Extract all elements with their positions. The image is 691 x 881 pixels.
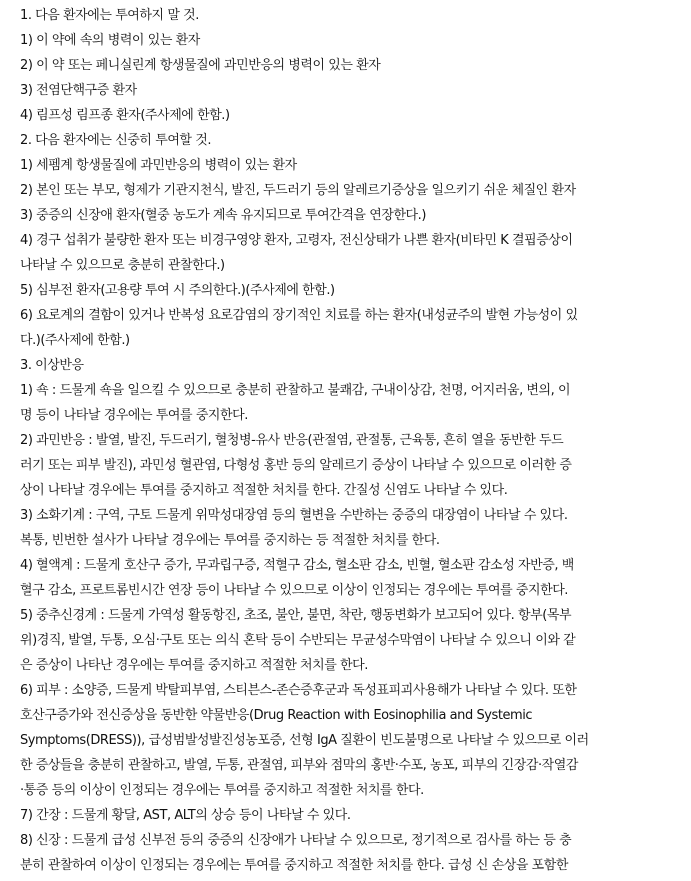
text-line: 호산구증가와 전신증상을 동반한 약물반응(Drug Reaction with Eosinophilia and Systemic	[20, 708, 533, 723]
text-line: 복통, 빈번한 설사가 나타날 경우에는 투여를 중지하는 등 적절한 처치를 한다.	[20, 533, 440, 548]
text-line: 1. 다음 환자에는 투여하지 말 것.	[20, 8, 199, 23]
text-line: Symptoms(DRESS)), 급성범발성발진성농포증, 선형 IgA 질환이 빈도불명으로 나타날 수 있으므로 이러	[20, 733, 589, 748]
text-line: ·통증 등의 이상이 인정되는 경우에는 투여를 중지하고 적절한 처치를 한다.	[20, 783, 424, 798]
text-line: 2) 본인 또는 부모, 형제가 기관지천식, 발진, 두드러기 등의 알레르기증상을 일으키기 쉬운 체질인 환자	[20, 183, 576, 198]
text-line: 위)경직, 발열, 두통, 오심·구토 또는 의식 혼탁 등이 수반되는 무균성수막염이 나타날 수 있으니 이와 같	[20, 633, 576, 648]
text-line: 2. 다음 환자에는 신중히 투여할 것.	[20, 133, 212, 148]
text-line: 7) 간장 : 드물게 황달, AST, ALT의 상승 등이 나타날 수 있다.	[20, 808, 351, 823]
text-line: 5) 심부전 환자(고용량 투여 시 주의한다.)(주사제에 한함.)	[20, 283, 335, 298]
text-line: 6) 피부 : 소양증, 드물게 박탈피부염, 스티븐스-존슨증후군과 독성표피괴사용해가 나타날 수 있다. 또한	[20, 683, 577, 698]
text-line: 2) 과민반응 : 발열, 발진, 두드러기, 혈청병-유사 반응(관절염, 관절통, 근육통, 흔히 열을 동반한 두드	[20, 433, 564, 448]
text-line: 1) 세펨계 항생물질에 과민반응의 병력이 있는 환자	[20, 158, 297, 173]
text-line: 러기 또는 피부 발진), 과민성 혈관염, 다형성 홍반 등의 알레르기 증상이 나타날 수 있으므로 이러한 증	[20, 458, 572, 473]
text-line: 3) 소화기계 : 구역, 구토 드물게 위막성대장염 등의 혈변을 수반하는 중증의 대장염이 나타날 수 있다.	[20, 508, 568, 523]
text-line: 4) 혈액계 : 드물게 호산구 증가, 무과립구증, 적혈구 감소, 혈소판 감소, 빈혈, 혈소판 감소성 자반증, 백	[20, 558, 574, 573]
text-line: 은 증상이 나타난 경우에는 투여를 중지하고 적절한 처치를 한다.	[20, 658, 368, 673]
text-line: 5) 중추신경계 : 드물게 가역성 활동항진, 초조, 불안, 불면, 착란, 행동변화가 보고되어 있다. 항부(목부	[20, 608, 572, 623]
text-line: 3. 이상반응	[20, 358, 84, 373]
text-line: 4) 경구 섭취가 불량한 환자 또는 비경구영양 환자, 고령자, 전신상태가 나쁜 환자(비타민 K 결핍증상이	[20, 233, 573, 248]
text-line: 2) 이 약 또는 페니실린계 항생물질에 과민반응의 병력이 있는 환자	[20, 58, 381, 73]
text-line: 1) 이 약에 속의 병력이 있는 환자	[20, 33, 200, 48]
text-line: 3) 전염단핵구증 환자	[20, 83, 137, 98]
text-line: 혈구 감소, 프로트롬빈시간 연장 등이 나타날 수 있으므로 이상이 인정되는 경우에는 투여를 중지한다.	[20, 583, 568, 598]
text-line: 한 증상들을 충분히 관찰하고, 발열, 두통, 관절염, 피부와 점막의 홍반·수포, 농포, 피부의 긴장감·작열감	[20, 758, 578, 773]
text-line: 1) 쇽 : 드물게 쇽을 일으킬 수 있으므로 충분히 관찰하고 불쾌감, 구내이상감, 천명, 어지러움, 변의, 이	[20, 383, 571, 398]
text-line: 8) 신장 : 드물게 급성 신부전 등의 중증의 신장애가 나타날 수 있으므로, 정기적으로 검사를 하는 등 충	[20, 833, 572, 848]
text-line: 상이 나타날 경우에는 투여를 중지하고 적절한 처치를 한다. 간질성 신염도 나타날 수 있다.	[20, 483, 508, 498]
document-body	[20, 3, 682, 878]
text-line: 명 등이 나타날 경우에는 투여를 중지한다.	[20, 408, 248, 423]
text-line: 다.)(주사제에 한함.)	[20, 333, 130, 348]
text-line: 3) 중증의 신장애 환자(혈중 농도가 계속 유지되므로 투여간격을 연장한다.)	[20, 208, 426, 223]
text-line: 4) 림프성 림프종 환자(주사제에 한함.)	[20, 108, 230, 123]
text-line: 분히 관찰하여 이상이 인정되는 경우에는 투여를 중지하고 적절한 처치를 한다. 급성 신 손상을 포함한	[20, 858, 568, 873]
text-line: 나타날 수 있으므로 충분히 관찰한다.)	[20, 258, 225, 273]
text-line: 6) 요로계의 결함이 있거나 반복성 요로감염의 장기적인 치료를 하는 환자(내성균주의 발현 가능성이 있	[20, 308, 578, 323]
